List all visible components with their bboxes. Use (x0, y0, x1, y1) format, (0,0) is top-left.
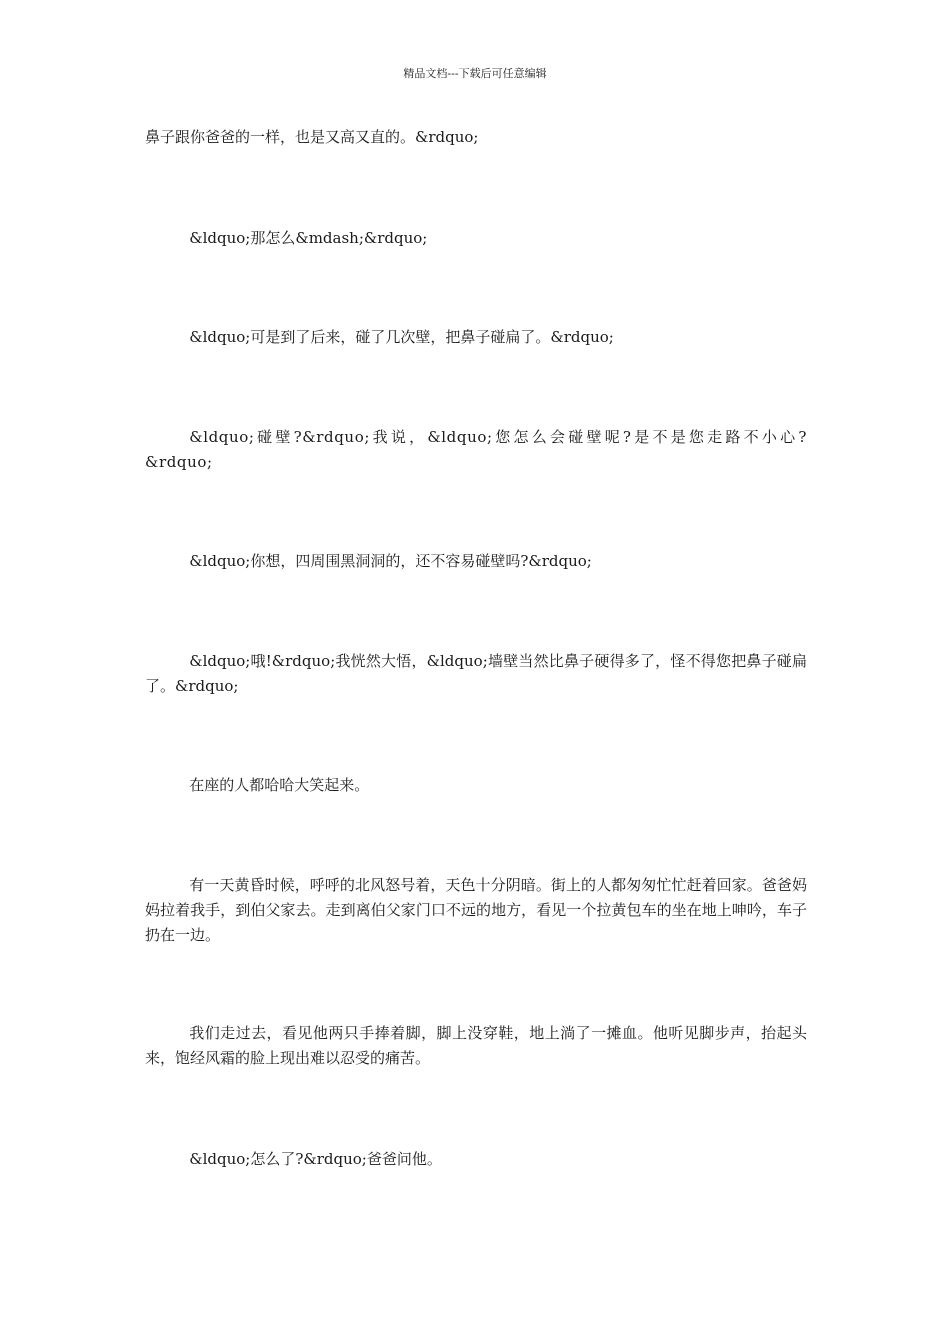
paragraph-8: 有一天黄昏时候，呼呼的北风怒号着，天色十分阴暗。街上的人都匆匆忙忙赶着回家。爸爸妈妈拉着我手，到伯父家去。走到离伯父家门口不远的地方，看见一个拉黄包车的坐在地上呻吟，车子扔在一边。 (145, 876, 807, 944)
paragraph-7: 在座的人都哈哈大笑起来。 (189, 776, 370, 794)
paragraph-3: &ldquo;可是到了后来，碰了几次壁，把鼻子碰扁了。&rdquo; (189, 328, 614, 346)
paragraph-5: &ldquo;你想，四周围黑洞洞的，还不容易碰壁吗?&rdquo; (189, 552, 592, 570)
paragraph-9: 我们走过去，看见他两只手捧着脚，脚上没穿鞋，地上淌了一摊血。他听见脚步声，抬起头来，饱经风霜的脸上现出难以忍受的痛苦。 (145, 1024, 807, 1067)
paragraph-1: 鼻子跟你爸爸的一样，也是又高又直的。&rdquo; (145, 128, 479, 146)
paragraph-6: &ldquo;哦!&rdquo;我恍然大悟，&ldquo;墙壁当然比鼻子硬得多了，怪不得您把鼻子碰扁了。&rdquo; (145, 652, 807, 695)
page-header: 精品文档---下载后可任意编辑 (403, 67, 547, 80)
paragraph-2: &ldquo;那怎么&mdash;&rdquo; (189, 229, 428, 247)
paragraph-10: &ldquo;怎么了?&rdquo;爸爸问他。 (189, 1150, 442, 1168)
paragraph-4: &ldquo;碰壁?&rdquo;我说，&ldquo;您怎么会碰壁呢?是不是您走路不小心?&rdquo; (145, 428, 807, 471)
